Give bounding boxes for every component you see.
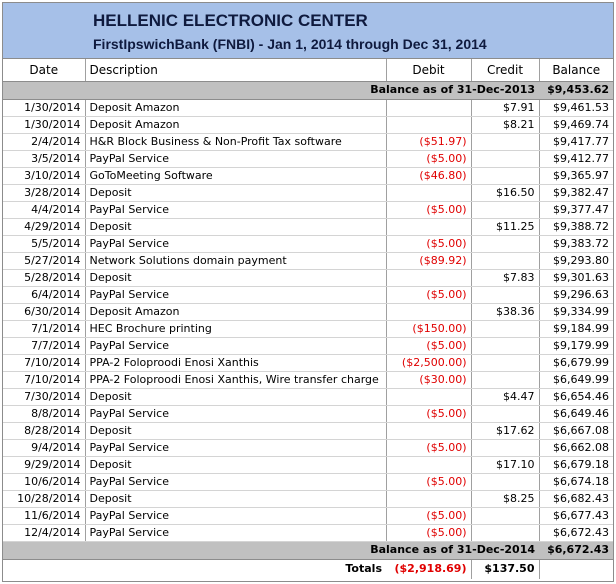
cell-credit: [471, 133, 539, 150]
cell-credit: [471, 150, 539, 167]
cell-credit: [471, 524, 539, 541]
cell-credit: [471, 439, 539, 456]
cell-description: PPA-2 Foloproodi Enosi Xanthis, Wire transfer charge: [85, 371, 386, 388]
cell-description: H&R Block Business & Non-Profit Tax software: [85, 133, 386, 150]
cell-date: 6/30/2014: [3, 303, 85, 320]
table-row: [3, 303, 613, 320]
cell-credit: $17.62: [471, 422, 539, 439]
cell-balance: $9,179.99: [539, 337, 613, 354]
table-row: [3, 439, 613, 456]
cell-balance: $9,461.53: [539, 99, 613, 116]
cell-date: 3/10/2014: [3, 167, 85, 184]
opening-balance-label: Balance as of 31-Dec-2013: [3, 81, 539, 99]
cell-date: 7/7/2014: [3, 337, 85, 354]
cell-date: 1/30/2014: [3, 116, 85, 133]
cell-credit: $4.47: [471, 388, 539, 405]
cell-description: PayPal Service: [85, 524, 386, 541]
table-row: [3, 524, 613, 541]
cell-debit: ($51.97): [386, 133, 471, 150]
transactions-table: [3, 59, 613, 579]
cell-date: 4/29/2014: [3, 218, 85, 235]
cell-debit: [386, 99, 471, 116]
cell-credit: [471, 235, 539, 252]
title-block: [3, 3, 613, 59]
cell-description: Deposit: [85, 490, 386, 507]
cell-description: PayPal Service: [85, 507, 386, 524]
cell-description: HEC Brochure printing: [85, 320, 386, 337]
totals-balance-empty: [539, 559, 613, 579]
cell-debit: ($5.00): [386, 524, 471, 541]
cell-date: 6/4/2014: [3, 286, 85, 303]
cell-description: PayPal Service: [85, 286, 386, 303]
cell-description: PayPal Service: [85, 473, 386, 490]
cell-description: PayPal Service: [85, 439, 386, 456]
cell-description: Deposit Amazon: [85, 303, 386, 320]
cell-description: GoToMeeting Software: [85, 167, 386, 184]
cell-balance: $9,377.47: [539, 201, 613, 218]
cell-credit: $11.25: [471, 218, 539, 235]
cell-balance: $9,383.72: [539, 235, 613, 252]
cell-debit: ($30.00): [386, 371, 471, 388]
cell-description: Deposit: [85, 269, 386, 286]
cell-debit: ($5.00): [386, 337, 471, 354]
cell-balance: $6,682.43: [539, 490, 613, 507]
cell-balance: $9,365.97: [539, 167, 613, 184]
table-row: [3, 337, 613, 354]
cell-description: PayPal Service: [85, 337, 386, 354]
table-row: [3, 422, 613, 439]
cell-date: 7/30/2014: [3, 388, 85, 405]
cell-debit: ($5.00): [386, 150, 471, 167]
cell-date: 5/27/2014: [3, 252, 85, 269]
cell-debit: [386, 218, 471, 235]
cell-balance: $6,667.08: [539, 422, 613, 439]
cell-debit: [386, 456, 471, 473]
table-row: [3, 320, 613, 337]
cell-debit: ($46.80): [386, 167, 471, 184]
cell-credit: $38.36: [471, 303, 539, 320]
cell-credit: $7.91: [471, 99, 539, 116]
cell-description: Deposit: [85, 218, 386, 235]
cell-description: Deposit: [85, 422, 386, 439]
cell-balance: $6,677.43: [539, 507, 613, 524]
cell-debit: ($5.00): [386, 286, 471, 303]
cell-date: 3/5/2014: [3, 150, 85, 167]
cell-description: PayPal Service: [85, 235, 386, 252]
cell-balance: $9,417.77: [539, 133, 613, 150]
cell-description: Deposit Amazon: [85, 116, 386, 133]
cell-date: 10/28/2014: [3, 490, 85, 507]
cell-balance: $6,662.08: [539, 439, 613, 456]
cell-balance: $9,382.47: [539, 184, 613, 201]
totals-debit: ($2,918.69): [386, 559, 471, 579]
cell-debit: [386, 422, 471, 439]
table-row: [3, 286, 613, 303]
table-row: [3, 388, 613, 405]
cell-debit: [386, 388, 471, 405]
table-row: [3, 473, 613, 490]
table-row: [3, 133, 613, 150]
cell-description: Deposit: [85, 184, 386, 201]
cell-credit: $8.21: [471, 116, 539, 133]
cell-description: Deposit Amazon: [85, 99, 386, 116]
table-row: [3, 252, 613, 269]
cell-credit: [471, 354, 539, 371]
cell-debit: [386, 269, 471, 286]
cell-debit: ($5.00): [386, 405, 471, 422]
cell-date: 2/4/2014: [3, 133, 85, 150]
cell-debit: [386, 184, 471, 201]
cell-date: 10/6/2014: [3, 473, 85, 490]
cell-description: Network Solutions domain payment: [85, 252, 386, 269]
cell-balance: $9,184.99: [539, 320, 613, 337]
cell-date: 7/1/2014: [3, 320, 85, 337]
cell-date: 9/29/2014: [3, 456, 85, 473]
table-row: [3, 218, 613, 235]
cell-credit: [471, 405, 539, 422]
cell-credit: $17.10: [471, 456, 539, 473]
table-row: [3, 235, 613, 252]
cell-date: 5/5/2014: [3, 235, 85, 252]
cell-balance: $9,334.99: [539, 303, 613, 320]
totals-credit: $137.50: [471, 559, 539, 579]
cell-date: 4/4/2014: [3, 201, 85, 218]
cell-credit: [471, 371, 539, 388]
cell-description: PayPal Service: [85, 405, 386, 422]
cell-date: 9/4/2014: [3, 439, 85, 456]
cell-balance: $6,672.43: [539, 524, 613, 541]
cell-credit: [471, 337, 539, 354]
opening-balance-value: $9,453.62: [539, 81, 613, 99]
cell-debit: ($5.00): [386, 201, 471, 218]
table-row: [3, 150, 613, 167]
header-row: [3, 59, 613, 81]
cell-balance: $6,649.99: [539, 371, 613, 388]
cell-balance: $9,293.80: [539, 252, 613, 269]
cell-debit: ($2,500.00): [386, 354, 471, 371]
cell-balance: $9,469.74: [539, 116, 613, 133]
table-row: [3, 507, 613, 524]
table-row: [3, 99, 613, 116]
cell-balance: $6,649.46: [539, 405, 613, 422]
cell-debit: [386, 116, 471, 133]
statement-sheet: [2, 2, 614, 582]
cell-date: 7/10/2014: [3, 371, 85, 388]
cell-balance: $6,654.46: [539, 388, 613, 405]
cell-credit: $8.25: [471, 490, 539, 507]
table-row: [3, 167, 613, 184]
cell-credit: [471, 286, 539, 303]
col-header-credit: Credit: [471, 59, 539, 81]
cell-debit: ($5.00): [386, 473, 471, 490]
cell-credit: [471, 473, 539, 490]
table-row: [3, 354, 613, 371]
totals-label: Totals: [345, 562, 382, 576]
cell-debit: ($5.00): [386, 235, 471, 252]
col-header-description: Description: [85, 59, 386, 81]
totals-row: [3, 559, 613, 579]
cell-date: 1/30/2014: [3, 99, 85, 116]
table-row: [3, 490, 613, 507]
cell-balance: $9,301.63: [539, 269, 613, 286]
cell-credit: [471, 201, 539, 218]
cell-balance: $6,679.18: [539, 456, 613, 473]
table-row: [3, 201, 613, 218]
cell-balance: $9,388.72: [539, 218, 613, 235]
table-row: [3, 269, 613, 286]
cell-date: 11/6/2014: [3, 507, 85, 524]
cell-debit: [386, 490, 471, 507]
cell-balance: $6,679.99: [539, 354, 613, 371]
cell-credit: [471, 252, 539, 269]
table-row: [3, 184, 613, 201]
cell-date: 12/4/2014: [3, 524, 85, 541]
statement-subtitle: FirstIpswichBank (FNBI) - Jan 1, 2014 through Dec 31, 2014: [93, 36, 487, 52]
table-row: [3, 116, 613, 133]
statement-title: HELLENIC ELECTRONIC CENTER: [93, 11, 368, 30]
closing-balance-row: [3, 541, 613, 559]
cell-date: 8/28/2014: [3, 422, 85, 439]
cell-debit: ($5.00): [386, 439, 471, 456]
cell-debit: ($89.92): [386, 252, 471, 269]
cell-description: PayPal Service: [85, 150, 386, 167]
col-header-date: Date: [3, 59, 85, 81]
cell-credit: $7.83: [471, 269, 539, 286]
table-row: [3, 405, 613, 422]
cell-credit: [471, 507, 539, 524]
cell-debit: [386, 303, 471, 320]
col-header-debit: Debit: [386, 59, 471, 81]
cell-debit: ($150.00): [386, 320, 471, 337]
closing-balance-label: Balance as of 31-Dec-2014: [3, 541, 539, 559]
cell-balance: $9,296.63: [539, 286, 613, 303]
opening-balance-row: [3, 81, 613, 99]
cell-credit: $16.50: [471, 184, 539, 201]
closing-balance-value: $6,672.43: [539, 541, 613, 559]
table-row: [3, 456, 613, 473]
cell-credit: [471, 167, 539, 184]
cell-debit: ($5.00): [386, 507, 471, 524]
col-header-balance: Balance: [539, 59, 613, 81]
cell-description: Deposit: [85, 456, 386, 473]
cell-balance: $6,674.18: [539, 473, 613, 490]
cell-date: 8/8/2014: [3, 405, 85, 422]
cell-description: Deposit: [85, 388, 386, 405]
cell-credit: [471, 320, 539, 337]
cell-balance: $9,412.77: [539, 150, 613, 167]
cell-description: PPA-2 Foloproodi Enosi Xanthis: [85, 354, 386, 371]
cell-date: 3/28/2014: [3, 184, 85, 201]
cell-description: PayPal Service: [85, 201, 386, 218]
cell-date: 5/28/2014: [3, 269, 85, 286]
cell-date: 7/10/2014: [3, 354, 85, 371]
table-row: [3, 371, 613, 388]
